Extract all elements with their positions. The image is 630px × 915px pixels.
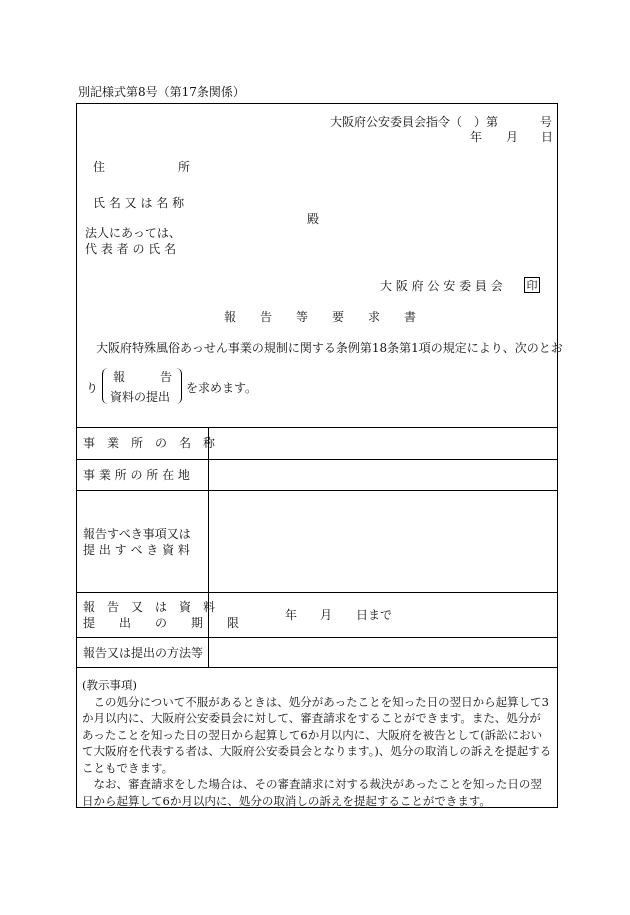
issuer-name: 大 阪 府 公 安 委 員 会 — [380, 279, 503, 293]
table-row-divider-3 — [76, 592, 558, 593]
table-left-border — [76, 428, 77, 667]
row-deadline-label-2: 提 出 の 期 限 — [83, 616, 240, 630]
table-row-divider-4 — [76, 637, 558, 638]
body-line-2-prefix: り — [86, 381, 99, 395]
address-label-1: 住 — [93, 160, 106, 174]
option-report-a: 報 — [113, 370, 126, 384]
notice-content — [82, 677, 552, 809]
row-business-location-label: 事 業 所 の 所 在 地 — [83, 468, 190, 482]
table-column-divider — [208, 428, 209, 667]
option-report-b: 告 — [160, 370, 173, 384]
row-method-label: 報告又は提出の方法等 — [83, 646, 204, 660]
notice-paragraph-1: この処分について不服があるときは、処分があったことを知った日の翌日から起算して3か月以内に、大阪府公安委員会に対して、審査請求をすることができます。また、処分があったことを知った日の翌日から起算して6か月以内に、大阪府を被告として(訴訟において大阪府を代表する者は、大阪府公安委員会となります。)、処分の取消しの訴えを提起することもできます。 — [82, 694, 552, 775]
form-header: 別記様式第8号（第17条関係） — [78, 85, 245, 99]
designation-label: 大阪府公安委員会指令（ ）第 — [330, 115, 499, 129]
notice-heading: (教示事項) — [82, 678, 137, 692]
deadline-year: 年 — [285, 608, 298, 622]
designation-number-suffix: 号 — [540, 115, 553, 129]
seal-mark: 印 — [524, 277, 540, 293]
body-line-1: 大阪府特殊風俗あっせん事業の規制に関する条例第18条第1項の規定により、次のとお — [96, 341, 563, 355]
table-right-border — [557, 428, 558, 667]
table-row-divider-1 — [76, 459, 558, 460]
option-materials: 資料の提出 — [110, 390, 171, 404]
date-year: 年 — [470, 130, 483, 144]
row-deadline-label-1: 報 告 又 は 資 料 — [83, 600, 216, 614]
name-label: 氏 名 又 は 名 称 — [93, 196, 185, 210]
row-business-name-label: 事 業 所 の 名 称 — [83, 436, 216, 450]
honorific: 殿 — [307, 212, 320, 226]
row-report-items-label-2: 提 出 す べ き 資 料 — [83, 543, 190, 557]
deadline-day-until: 日まで — [356, 608, 393, 622]
corporation-label-1: 法人にあっては、 — [85, 226, 181, 240]
corporation-label-2: 代 表 者 の 氏 名 — [85, 242, 177, 256]
document-title: 報 告 等 要 求 書 — [224, 310, 417, 324]
date-day: 日 — [541, 130, 554, 144]
body-line-2-suffix: を求めます。 — [186, 381, 258, 395]
deadline-month: 月 — [320, 608, 333, 622]
notice-paragraph-2: なお、審査請求をした場合は、その審査請求に対する裁決があったことを知った日の翌日から起算して6か月以内に、処分の取消しの訴えを提起することができます。 — [82, 777, 542, 808]
address-label-2: 所 — [178, 160, 191, 174]
table-row-divider-2 — [76, 490, 558, 491]
date-month: 月 — [506, 130, 519, 144]
row-report-items-label-1: 報告すべき事項又は — [83, 527, 191, 541]
